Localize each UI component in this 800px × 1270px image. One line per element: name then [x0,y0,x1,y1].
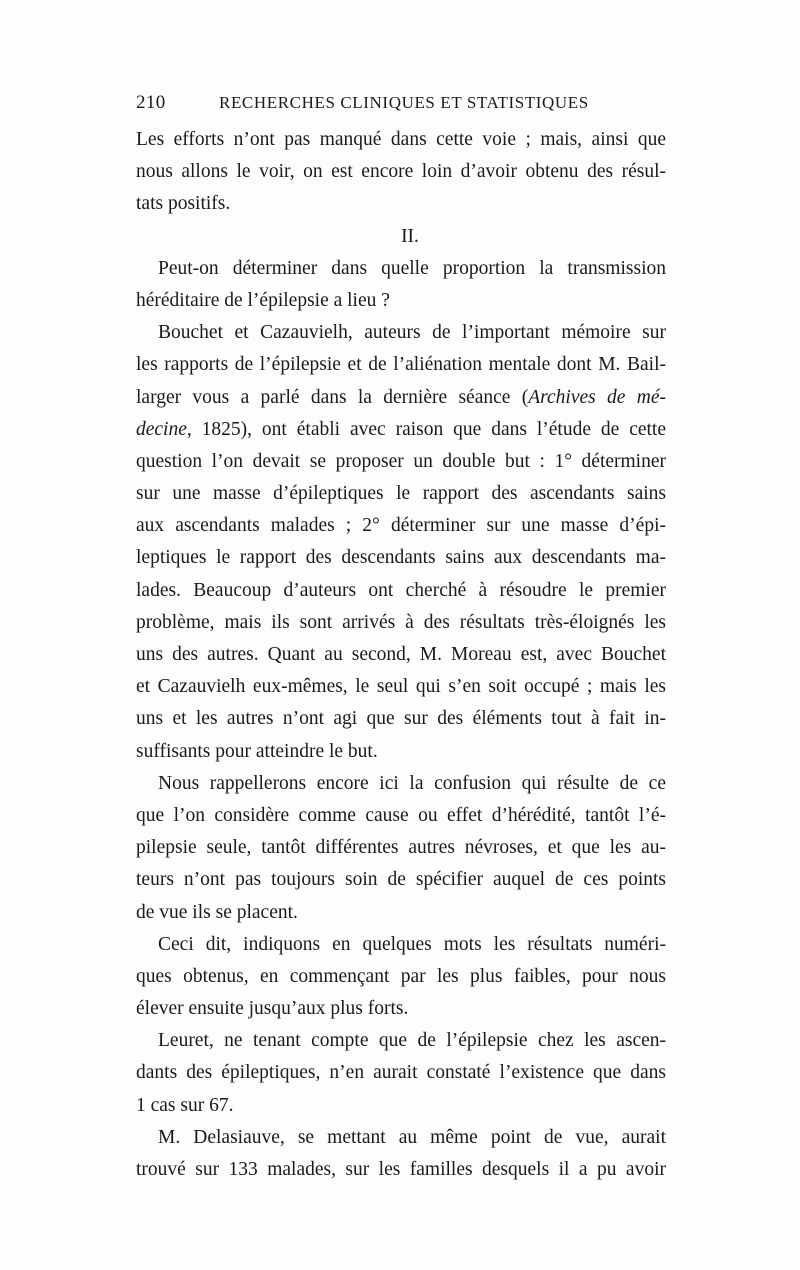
text-line: de vue ils se placent. [136,901,298,923]
text-line: suffisants pour atteindre le but. [136,740,378,762]
text-line: trouvé sur 133 malades, sur les familles desquels il a pu avoir [136,1159,666,1180]
journal-title-italic: Archives de mé- [528,386,666,408]
text-segment: , 1825), ont établi avec raison que dans l’étude de cette [186,418,666,440]
text-line: question l’on devait se proposer un double but : 1° déterminer [136,450,666,472]
text-line: les rapports de l’épilepsie et de l’aliénation mentale dont M. Bail- [136,354,666,376]
text-line: que l’on considère comme cause ou effet d’hérédité, tantôt l’é- [136,804,666,826]
text-line: M. Delasiauve, se mettant au même point de vue, aurait [158,1126,666,1148]
text-segment: larger vous a parlé dans la dernière séance ( [136,386,529,408]
journal-title-italic: decine [136,418,187,440]
text-line: 1 cas sur 67. [136,1094,234,1116]
text-line: ques obtenus, en commençant par les plus faibles, pour nous [136,965,666,987]
text-line: nous allons le voir, on est encore loin d’avoir obtenu des résul- [136,161,666,183]
text-line: dants des épileptiques, n’en aurait constaté l’existence que dans [136,1062,666,1084]
text-line: élever ensuite jusqu’aux plus forts. [136,998,409,1020]
text-line: lades. Beaucoup d’auteurs ont cherché à résoudre le premier [136,579,666,601]
text-line: Ceci dit, indiquons en quelques mots les résultats numéri- [158,933,666,955]
text-line: Leuret, ne tenant compte que de l’épilepsie chez les ascen- [158,1030,666,1052]
section-heading: II. [401,225,419,247]
text-line: uns et les autres n’ont agi que sur des éléments tout à fait in- [136,708,666,730]
page-number: 210 [136,92,166,113]
text-line: uns des autres. Quant au second, M. Moreau est, avec Bouchet [136,644,666,665]
text-line [136,382,666,414]
text-line: pilepsie seule, tantôt différentes autres névroses, et que les au- [136,837,666,859]
text-line: problème, mais ils sont arrivés à des résultats très-éloignés les [136,611,666,633]
text-line: sur une masse d’épileptiques le rapport des ascendants sains [136,483,666,505]
text-line: aux ascendants malades ; 2° déterminer sur une masse d’épi- [136,515,666,537]
text-line: héréditaire de l’épilepsie a lieu ? [136,289,390,311]
text-line: leptiques le rapport des descendants sains aux descendants ma- [136,547,666,569]
running-title: RECHERCHES CLINIQUES ET STATISTIQUES [219,93,589,112]
text-line: Peut-on déterminer dans quelle proportion la transmission [158,257,666,279]
text-line [136,414,666,446]
text-line: Bouchet et Cazauvielh, auteurs de l’important mémoire sur [158,322,666,344]
text-line: Nous rappellerons encore ici la confusion qui résulte de ce [158,772,666,794]
body-text [136,124,666,1186]
text-line: tats positifs. [136,193,231,215]
text-line: et Cazauvielh eux-mêmes, le seul qui s’en soit occupé ; mais les [136,676,666,698]
text-line: teurs n’ont pas toujours soin de spécifier auquel de ces points [136,869,666,891]
text-line: Les efforts n’ont pas manqué dans cette voie ; mais, ainsi que [136,129,666,150]
running-head [136,92,656,116]
